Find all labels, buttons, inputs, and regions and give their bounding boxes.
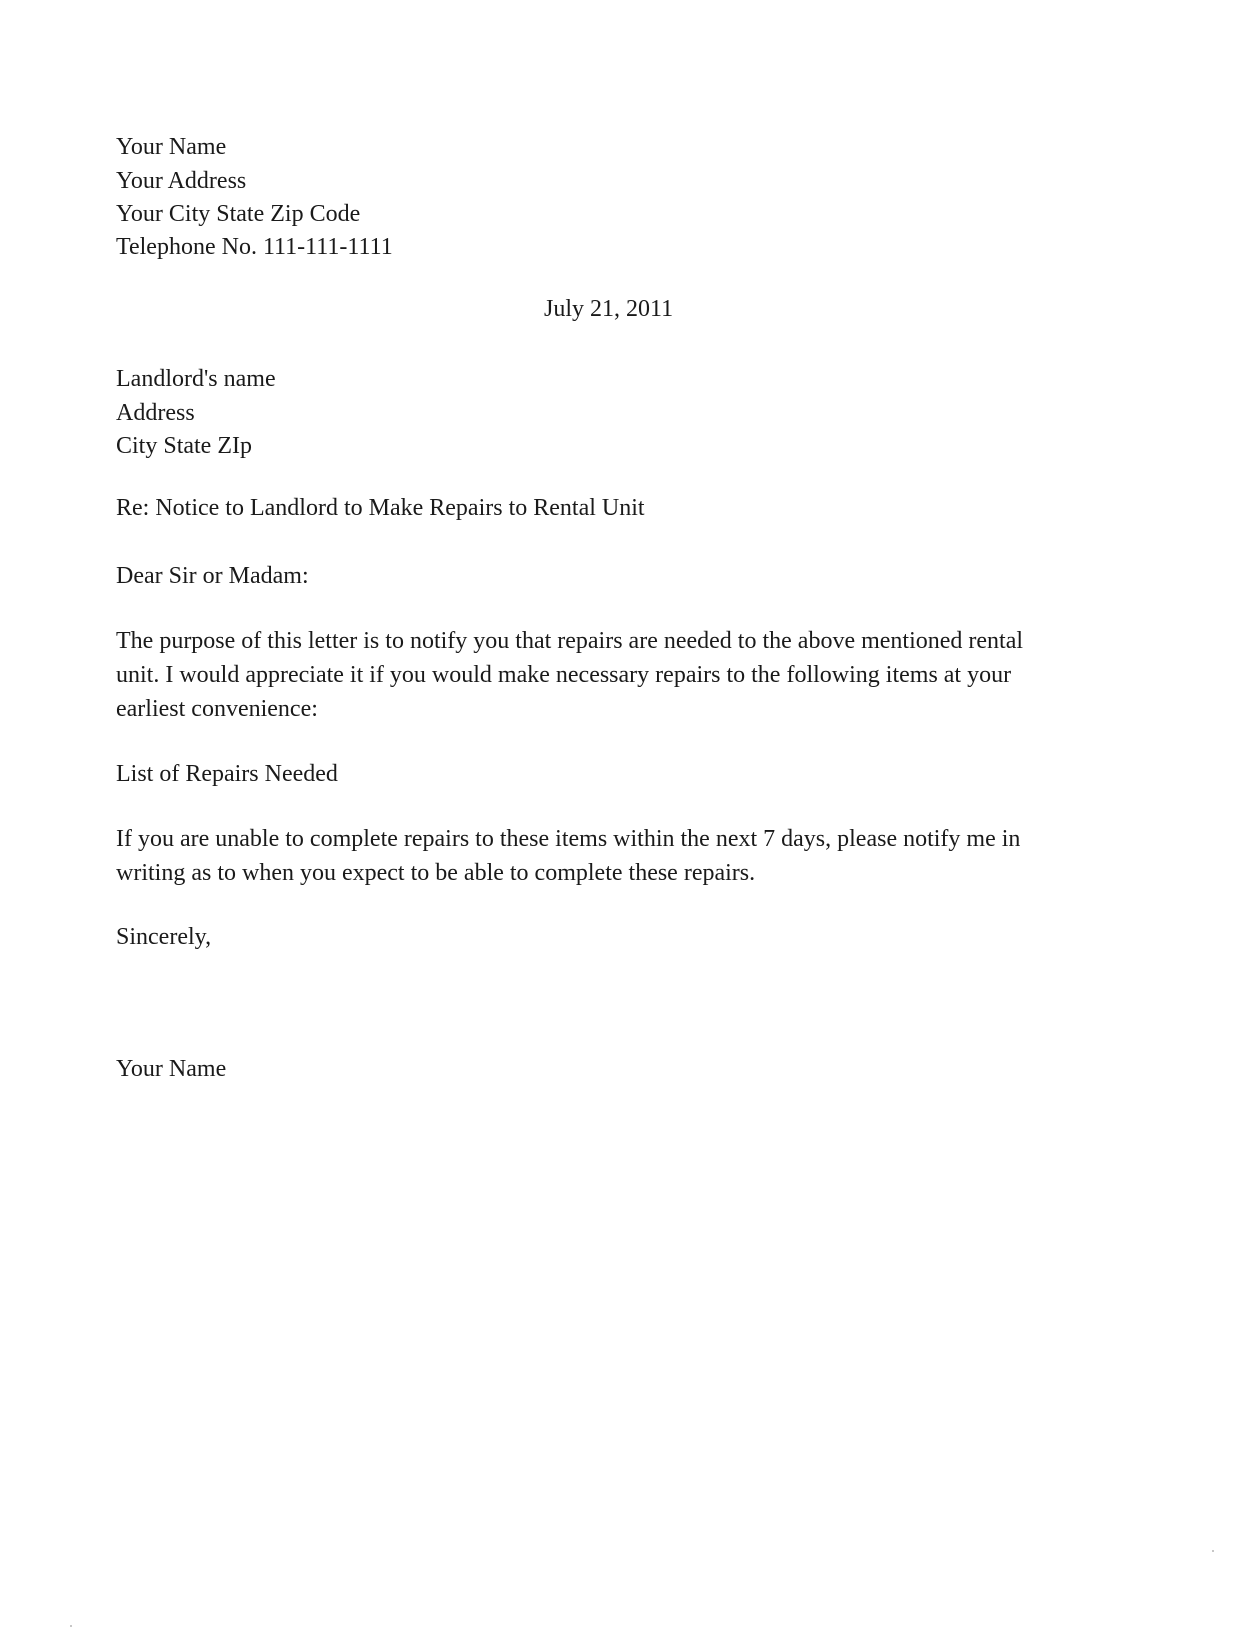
subject-line: Re: Notice to Landlord to Make Repairs to Rental Unit xyxy=(116,495,645,521)
paragraph-line: unit. I would appreciate it if you would make necessary repairs to the following items at your xyxy=(116,662,1012,688)
sender-city-state-zip: Your City State Zip Code xyxy=(116,201,361,227)
letter-date: July 21, 2011 xyxy=(544,296,674,322)
paragraph-line: The purpose of this letter is to notify you that repairs are needed to the above mentioned rental xyxy=(116,628,1024,654)
recipient-name: Landlord's name xyxy=(116,366,276,392)
scan-speck xyxy=(1212,1550,1214,1552)
paragraph-line: If you are unable to complete repairs to these items within the next 7 days, please notify me in xyxy=(116,826,1021,852)
paragraph-line: earliest convenience: xyxy=(116,696,318,722)
recipient-city-state-zip: City State ZIp xyxy=(116,433,252,459)
repairs-list-heading: List of Repairs Needed xyxy=(116,761,338,787)
sender-address: Your Address xyxy=(116,168,247,194)
scan-speck xyxy=(70,1625,72,1627)
sender-name: Your Name xyxy=(116,134,227,160)
signature-name: Your Name xyxy=(116,1056,227,1082)
sender-telephone: Telephone No. 111-111-1111 xyxy=(116,234,393,260)
closing: Sincerely, xyxy=(116,924,212,950)
paragraph-line: writing as to when you expect to be able to complete these repairs. xyxy=(116,860,756,886)
salutation: Dear Sir or Madam: xyxy=(116,563,309,589)
recipient-address: Address xyxy=(116,400,195,426)
